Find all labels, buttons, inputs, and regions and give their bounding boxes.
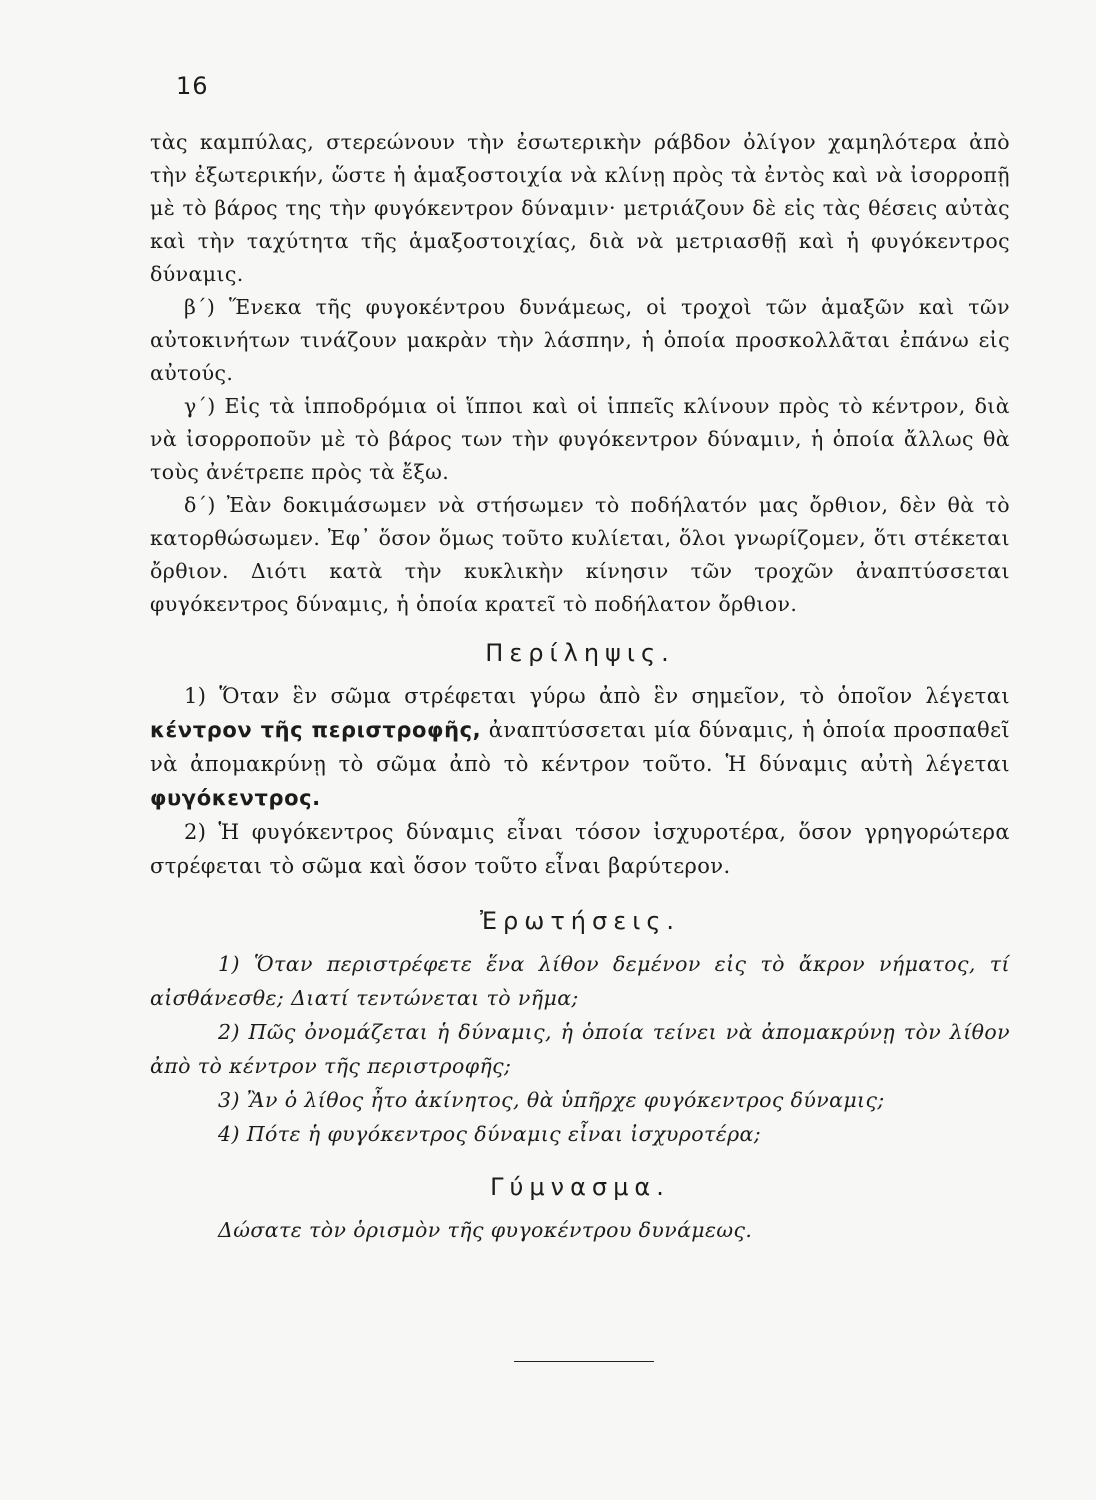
exercise-text: Δώσατε τὸν ὁρισμὸν τῆς φυγοκέντρου δυνάμεως. [218, 1218, 753, 1242]
summary-term-centrifugal: φυγόκεντρος. [150, 786, 321, 810]
question-item: 3) Ἂν ὁ λίθος ἦτο ἀκίνητος, θὰ ὑπῆρχε φυγόκεντρος δύναμις; [218, 1088, 885, 1112]
paragraph-gamma: γ΄) Εἰς τὰ ἱπποδρόμια οἱ ἵπποι καὶ οἱ ἱππεῖς κλίνουν πρὸς τὸ κέντρον, διὰ νὰ ἰσορροποῦν μὲ τὸ βάρος των τὴν φυγόκεντρον δύναμιν, ἡ ὁποία ἄλλως θὰ τοὺς ἀνέτρεπε πρὸς τὰ ἔξω. [150, 394, 1010, 484]
summary-item-2: 2) Ἡ φυγόκεντρος δύναμις εἶναι τόσον ἰσχυροτέρα, ὅσον γρηγορώτερα στρέφεται τὸ σῶμα καὶ ὅσον τοῦτο εἶναι βαρύτερον. [150, 820, 1010, 878]
page-number: 16 [176, 72, 209, 100]
summary-item-1-text-b: ἀναπτύσσεται μία δύναμις, ἡ ὁποία προσπαθεῖ νὰ ἀπομακρύνῃ τὸ σῶμα ἀπὸ τὸ κέντρον τοῦτο. Ἡ δύναμις αὐτὴ λέγεται [150, 718, 1010, 776]
questions-heading: Ἐρωτήσεις. [479, 907, 681, 935]
end-rule-divider [514, 1361, 654, 1362]
summary-item-1-text-a: 1) Ὅταν ἓν σῶμα στρέφεται γύρω ἀπὸ ἓν σημεῖον, τὸ ὁποῖον λέγεται [184, 684, 1010, 708]
question-item: 4) Πότε ἡ φυγόκεντρος δύναμις εἶναι ἰσχυροτέρα; [218, 1122, 762, 1146]
paragraph-continuation: τὰς καμπύλας, στερεώνουν τὴν ἐσωτερικὴν ράβδον ὀλίγον χαμηλότερα ἀπὸ τὴν ἐξωτερικήν, ὥστε ἡ ἁμαξοστοιχία νὰ κλίνῃ πρὸς τὰ ἐντὸς καὶ νὰ ἰσορροπῇ μὲ τὸ βάρος της τὴν φυγόκεντρον δύναμιν· μετριάζουν δὲ εἰς τὰς θέσεις αὐτὰς καὶ τὴν ταχύτητα τῆς ἁμαξοστοιχίας, διὰ νὰ μετριασθῇ καὶ ἡ φυγόκεντρος δύναμις. [150, 130, 1010, 286]
paragraph-delta: δ΄) Ἐὰν δοκιμάσωμεν νὰ στήσωμεν τὸ ποδήλατόν μας ὄρθιον, δὲν θὰ τὸ κατορθώσωμεν. Ἐφ᾽ ὅσον ὅμως τοῦτο κυλίεται, ὅλοι γνωρίζομεν, ὅτι στέκεται ὄρθιον. Διότι κατὰ τὴν κυκλικὴν κίνησιν τῶν τροχῶν ἀναπτύσσεται φυγόκεντρος δύναμις, ἡ ὁποία κρατεῖ τὸ ποδήλατον ὄρθιον. [150, 493, 1010, 616]
summary-item-1 [150, 679, 1010, 815]
question-item: 2) Πῶς ὀνομάζεται ἡ δύναμις, ἡ ὁποία τείνει νὰ ἀπομακρύνῃ τὸν λίθον ἀπὸ τὸ κέντρον τῆς περιστροφῆς; [150, 1020, 1010, 1078]
summary-term-center-of-rotation: κέντρον τῆς περιστροφῆς, [150, 718, 482, 742]
question-item: 1) Ὅταν περιστρέφετε ἕνα λίθον δεμένον εἰς τὸ ἄκρον νήματος, τί αἰσθάνεσθε; Διατί τεντώνεται τὸ νῆμα; [150, 952, 1010, 1010]
questions-list [150, 947, 1010, 1151]
page-body [150, 126, 1010, 1247]
summary-heading: Περίληψις. [485, 639, 675, 667]
exercise-heading: Γύμνασμα. [490, 1173, 670, 1201]
paragraph-beta: β΄) Ἕνεκα τῆς φυγοκέντρου δυνάμεως, οἱ τροχοὶ τῶν ἁμαξῶν καὶ τῶν αὐτοκινήτων τινάζουν μακρὰν τὴν λάσπην, ἡ ὁποία προσκολλᾶται ἐπάνω εἰς αὐτούς. [150, 295, 1010, 385]
